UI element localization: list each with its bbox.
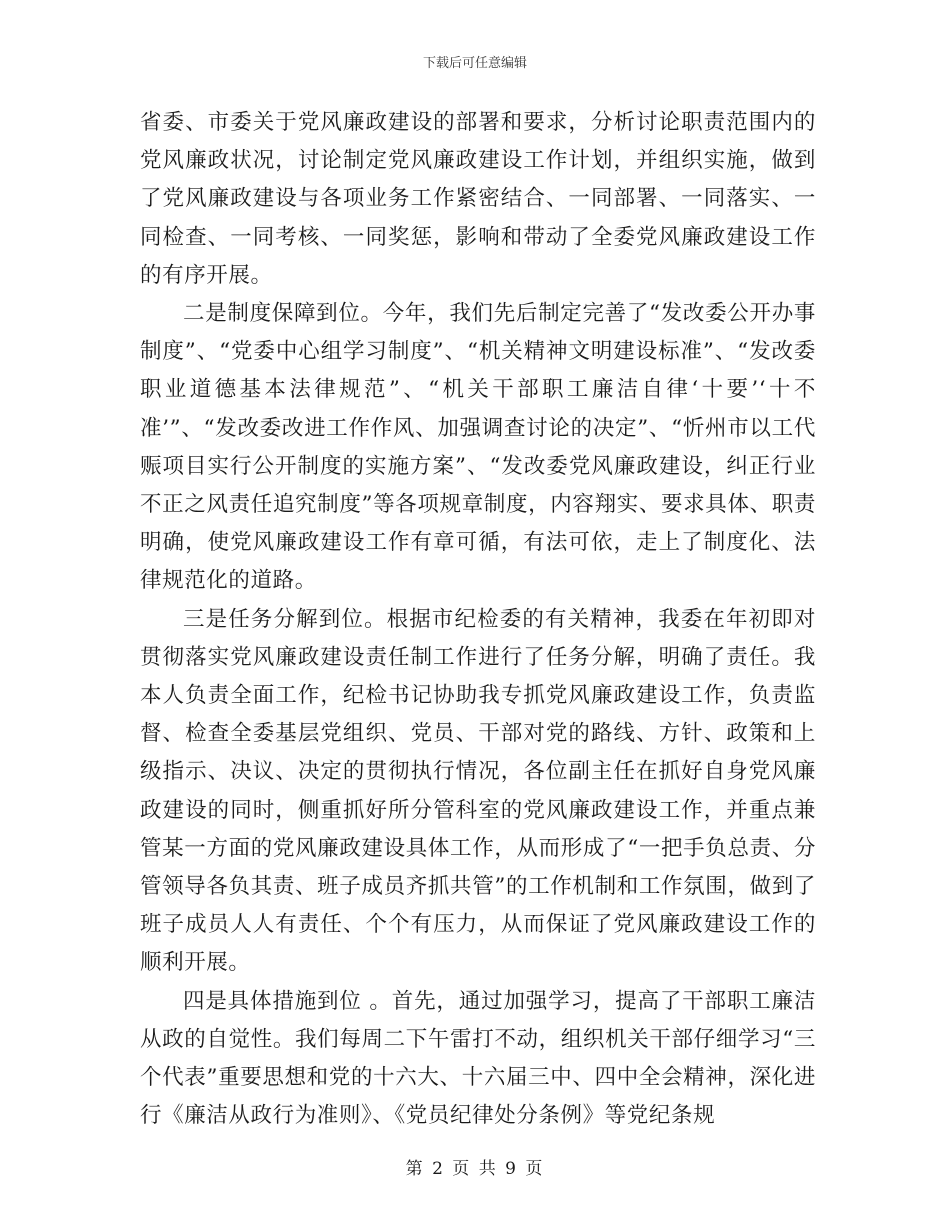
paragraph-4: 四是具体措施到位 。首先，通过加强学习，提高了干部职工廉洁从政的自觉性。我们每周二下午雷打不动，组织机关干部仔细学习“三个代表”重要思想和党的十六大、十六届三中、四中全会精神，深化进行《廉洁从政行为准则》、《党员纪律处分条例》等党纪条规 [140,988,816,1129]
page-header-note: 下载后可任意编辑 [422,56,527,71]
document-body [140,104,816,1135]
page-number-footer: 第 2 页 共 9 页 [405,1159,545,1179]
paragraph-2: 二是制度保障到位。今年，我们先后制定完善了“发改委公开办事制度”、“党委中心组学习制度”、“机关精神文明建设标准”、“发改委职业道德基本法律规范”、“机关干部职工廉洁自律‘十要’‘十不准’”、“发改委改进工作作风、加强调查讨论的决定”、“忻州市以工代赈项目实行公开制度的实施方案”、“发改委党风廉政建设，纠正行业不正之风责任追究制度”等各项规章制度，内容翔实、要求具体、职责明确，使党风廉政建设工作有章可循，有法可依，走上了制度化、法律规范化的道路。 [140,301,816,594]
paragraph-1: 省委、市委关于党风廉政建设的部署和要求，分析讨论职责范围内的党风廉政状况，讨论制定党风廉政建设工作计划，并组织实施，做到了党风廉政建设与各项业务工作紧密结合、一同部署、一同落实、一同检查、一同考核、一同奖惩，影响和带动了全委党风廉政建设工作的有序开展。 [140,110,816,288]
paragraph-3: 三是任务分解到位。根据市纪检委的有关精神，我委在年初即对贯彻落实党风廉政建设责任制工作进行了任务分解，明确了责任。我本人负责全面工作，纪检书记协助我专抓党风廉政建设工作，负责监督、检查全委基层党组织、党员、干部对党的路线、方针、政策和上级指示、决议、决定的贯彻执行情况，各位副主任在抓好自身党风廉政建设的同时，侧重抓好所分管科室的党风廉政建设工作，并重点兼管某一方面的党风廉政建设具体工作，从而形成了“一把手负总责、分管领导各负其责、班子成员齐抓共管”的工作机制和工作氛围，做到了班子成员人人有责任、个个有压力，从而保证了党风廉政建设工作的顺利开展。 [140,606,816,976]
